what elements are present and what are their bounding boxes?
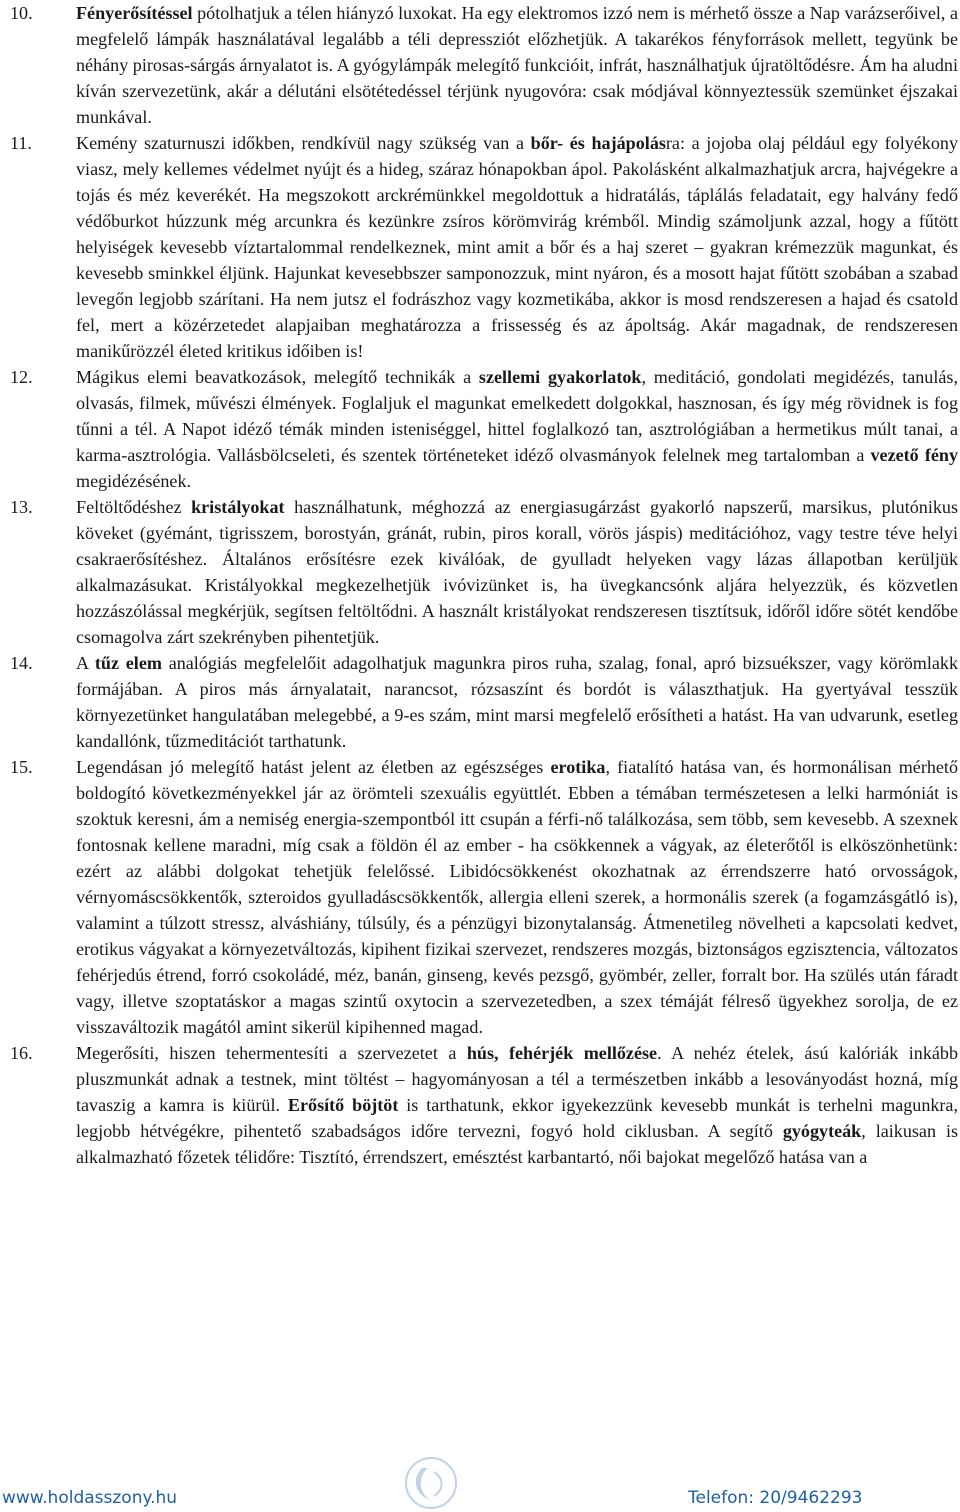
item-text	[76, 754, 958, 1040]
holdasszony-logo-icon	[404, 1456, 458, 1510]
list-item-14	[10, 650, 958, 754]
item-text	[76, 650, 958, 754]
item-text-plain: Feltöltődéshez	[76, 497, 192, 517]
list-item-16	[10, 1040, 958, 1170]
item-text-plain: , meditáció, gondolati megidézés, tanulás, olvasás, filmek, művészi élmények. Foglaljuk el magunkat emelkedett dolgokkal, hasznosan, és így még rövidnek is fog tűnni a tél. A Napot idéző témák minden isteniséggel, hittel foglalkozó tan, asztrológiában a hermetikus múlt tanai, a karma-asztrológia. Vallásbölcseleti, és szentek történeteket idéző olvasmányok felelnek meg tartalomban a	[76, 367, 958, 465]
item-number: 15.	[10, 757, 33, 777]
item-text-bold: Erősítő böjtöt	[287, 1095, 399, 1115]
list-item-15	[10, 754, 958, 1040]
item-text-plain: Megerősíti, hiszen tehermentesíti a szervezetet a	[76, 1043, 467, 1063]
item-text	[76, 130, 958, 364]
item-text-plain: , fiatalító hatása van, és hormonálisan mérhető boldogító következményekkel jár az örömteli szexuális együttlét. Ebben a témában természetesen a lelki harmóniát is szoktuk keresni, ám a nemiség energia-szempontból itt csupán a férfi-nő találkozása, sem több, sem kevesebb. A szexnek fontosnak kellene maradni, míg csak a földön él az ember - ha csökkennek a vágyak, az életerőtől is elköszönhetünk: ezért az alábbi dolgokat tehetjük felelőssé. Libidócsökkenést okozhatnak az érrendszerre ható orvosságok, vérnyomáscsökkentők, szteroidos gyulladáscsökkentők, allergia elleni szerek, a hormonális szerek (a fogamzásgátló is), valamint a túlzott stressz, alváshiány, túlsúly, és a pénzügyi bizonytalanság. Átmenetileg növelheti a kapcsolati kedvet, erotikus vágyakat a környezetváltozás, kipihent fizikai szervezet, rendszeres mozgás, biztonságos egzisztencia, változatos fehérjedús étrend, forró csokoládé, méz, banán, ginseng, kevés pezsgő, gyömbér, zeller, forralt bor. Ha szülés után fáradt vagy, illetve szoptatáskor a magas szintű oxytocin a szervezetedben, a szex témáját félreső ügyekhez sorolja, de ez visszaváltozik magától amint sikerül kipihenned magad.	[76, 757, 958, 1037]
item-number: 13.	[10, 497, 33, 517]
item-text-plain: használhatunk, méghozzá az energiasugárzást gyakorló napszerű, marsikus, plutónikus köveket (gyémánt, tigrisszem, borostyán, gránát, rubin, piros korall, vörös jáspis) meditációhoz, vagy testre téve helyi csakraerősítéshez. Általános erősítésre ezek kiválóak, de gyulladt helyeken vagy lázas állapotban kerüljük alkalmazásukat. Kristályokkal megkezelhetjük ivóvizünket is, ha üvegkancsónk aljára helyezzük, és közvetlen hozzászólással megkérjük, segítsen feltöltődni. A használt kristályokat rendszeresen tisztítsuk, időről időre sötét kendőbe csomagolva zárt szekrényben pihentetjük.	[76, 497, 959, 647]
item-number: 10.	[10, 3, 33, 23]
phone-number[interactable]: Telefon: 20/9462293	[688, 1488, 863, 1508]
item-text-bold: vezető fény	[870, 445, 959, 465]
item-text-plain: pótolhatjuk a télen hiányzó luxokat. Ha egy elektromos izzó nem is mérhető össze a Nap varázserőivel, a megfelelő lámpák használatával legalább a téli depressziót előzhetjük. A takarékos fényforrások mellett, tegyünk be néhány pirosas-sárgás árnyalatot is. A gyógylámpák melegítő funkcióit, infrát, használhatjuk újratöltődésre. Ám ha aludni kíván szervezetünk, akár a délutáni elsötétedéssel térjünk nyugovóra: csak módjával könnyeztessük szemünket éjszakai munkával.	[76, 3, 958, 127]
item-number: 14.	[10, 653, 33, 673]
item-text-plain: ra: a jojoba olaj például egy folyékony viasz, mely kellemes védelmet nyújt és a hideg, száraz hónapokban ápol. Pakolásként alkalmazhatjuk arcra, hajvégekre a tojás és méz keverékét. Ha megszokott arckrémünkkel megoldottuk a hidratálás, táplálás feladatait, egy halvány fedő védőburkot húzzunk még arcunkra és kezünkre zsíros körömvirág krémből. Mindig számoljunk azzal, hogy a fűtött helyiségek kevesebb víztartalommal rendelkeznek, mint amit a bőr és a haj szeret – gyakran krémezzük magunkat, és kevesebb sminkkel éljünk. Hajunkat kevesebbszer samponozzuk, mint nyáron, és a mosott hajat fűtött szobában a szabad levegőn legjobb szárítani. Ha nem jutsz el fodrászhoz vagy kozmetikába, akkor is mosd rendszeresen a hajad és csatold fel, mert a közérzetedet alapjaiban meghatározza a frissesség és az ápoltság. Akár magadnak, de rendszeresen manikűrözzél életed kritikus időiben is!	[76, 133, 958, 361]
item-text-bold: erotika	[550, 757, 606, 777]
item-text	[76, 0, 958, 130]
item-text-plain: A	[76, 653, 95, 673]
item-text-bold: Fényerősítéssel	[76, 3, 193, 23]
item-number: 11.	[10, 133, 32, 153]
item-text	[76, 494, 958, 650]
item-text-plain: Mágikus elemi beavatkozások, melegítő technikák a	[76, 367, 479, 387]
item-text-bold: gyógyteák	[782, 1121, 862, 1141]
item-text-bold: kristályokat	[191, 497, 285, 517]
list-item-13	[10, 494, 958, 650]
item-text-plain: . A nehéz ételek, ású kalóriák inkább pluszmunkát adnak a testnek, mint töltést – hagyományosan a tél a természetben inkább a lesoványodást hozná, míg tavaszig a kamra is kiürül.	[76, 1043, 958, 1115]
item-text	[76, 364, 958, 494]
item-text-plain: , laikusan is alkalmazható főzetek télidőre: Tisztító, érrendszert, emésztést karbantartó, női bajokat megelőző hatása van a	[76, 1121, 959, 1167]
document-body	[10, 0, 958, 1170]
item-text-plain: Kemény szaturnuszi időkben, rendkívül nagy szükség van a	[76, 133, 531, 153]
item-text-bold: bőr- és hajápolás	[530, 133, 666, 153]
list-item-12	[10, 364, 958, 494]
item-text-plain: is tarthatunk, ekkor igyekezzünk kevesebb munkát is terhelni magunkra, legjobb hétvégékre, pihentető szabadságos időre tervezni, fogyó hold ciklusban. A segítő	[76, 1095, 958, 1141]
page-footer	[0, 1476, 960, 1512]
website-link[interactable]: www.holdasszony.hu	[2, 1488, 178, 1508]
item-text-plain: analógiás megfelelőit adagolhatjuk magunkra piros ruha, szalag, fonal, apró bizsuékszer, vagy körömlakk formájában. A piros más árnyalatait, narancsot, rózsaszínt és bordót is választhatjuk. Ha gyertyával tesszük környezetünket hangulatában melegebbé, a 9-es szám, mint marsi megfelelő erősítheti a hatást. Ha van udvarunk, esetleg kandallónk, tűzmeditációt tarthatunk.	[76, 653, 958, 751]
item-text-bold: hús, fehérjék mellőzése	[466, 1043, 658, 1063]
item-number: 12.	[10, 367, 33, 387]
item-text-bold: szellemi gyakorlatok	[478, 367, 642, 387]
item-number: 16.	[10, 1043, 33, 1063]
list-item-11	[10, 130, 958, 364]
item-text-plain: Legendásan jó melegítő hatást jelent az életben az egészséges	[76, 757, 551, 777]
item-text-bold: tűz elem	[94, 653, 162, 673]
item-text-plain: megidézésének.	[76, 471, 192, 491]
item-text	[76, 1040, 958, 1170]
list-item-10	[10, 0, 958, 130]
